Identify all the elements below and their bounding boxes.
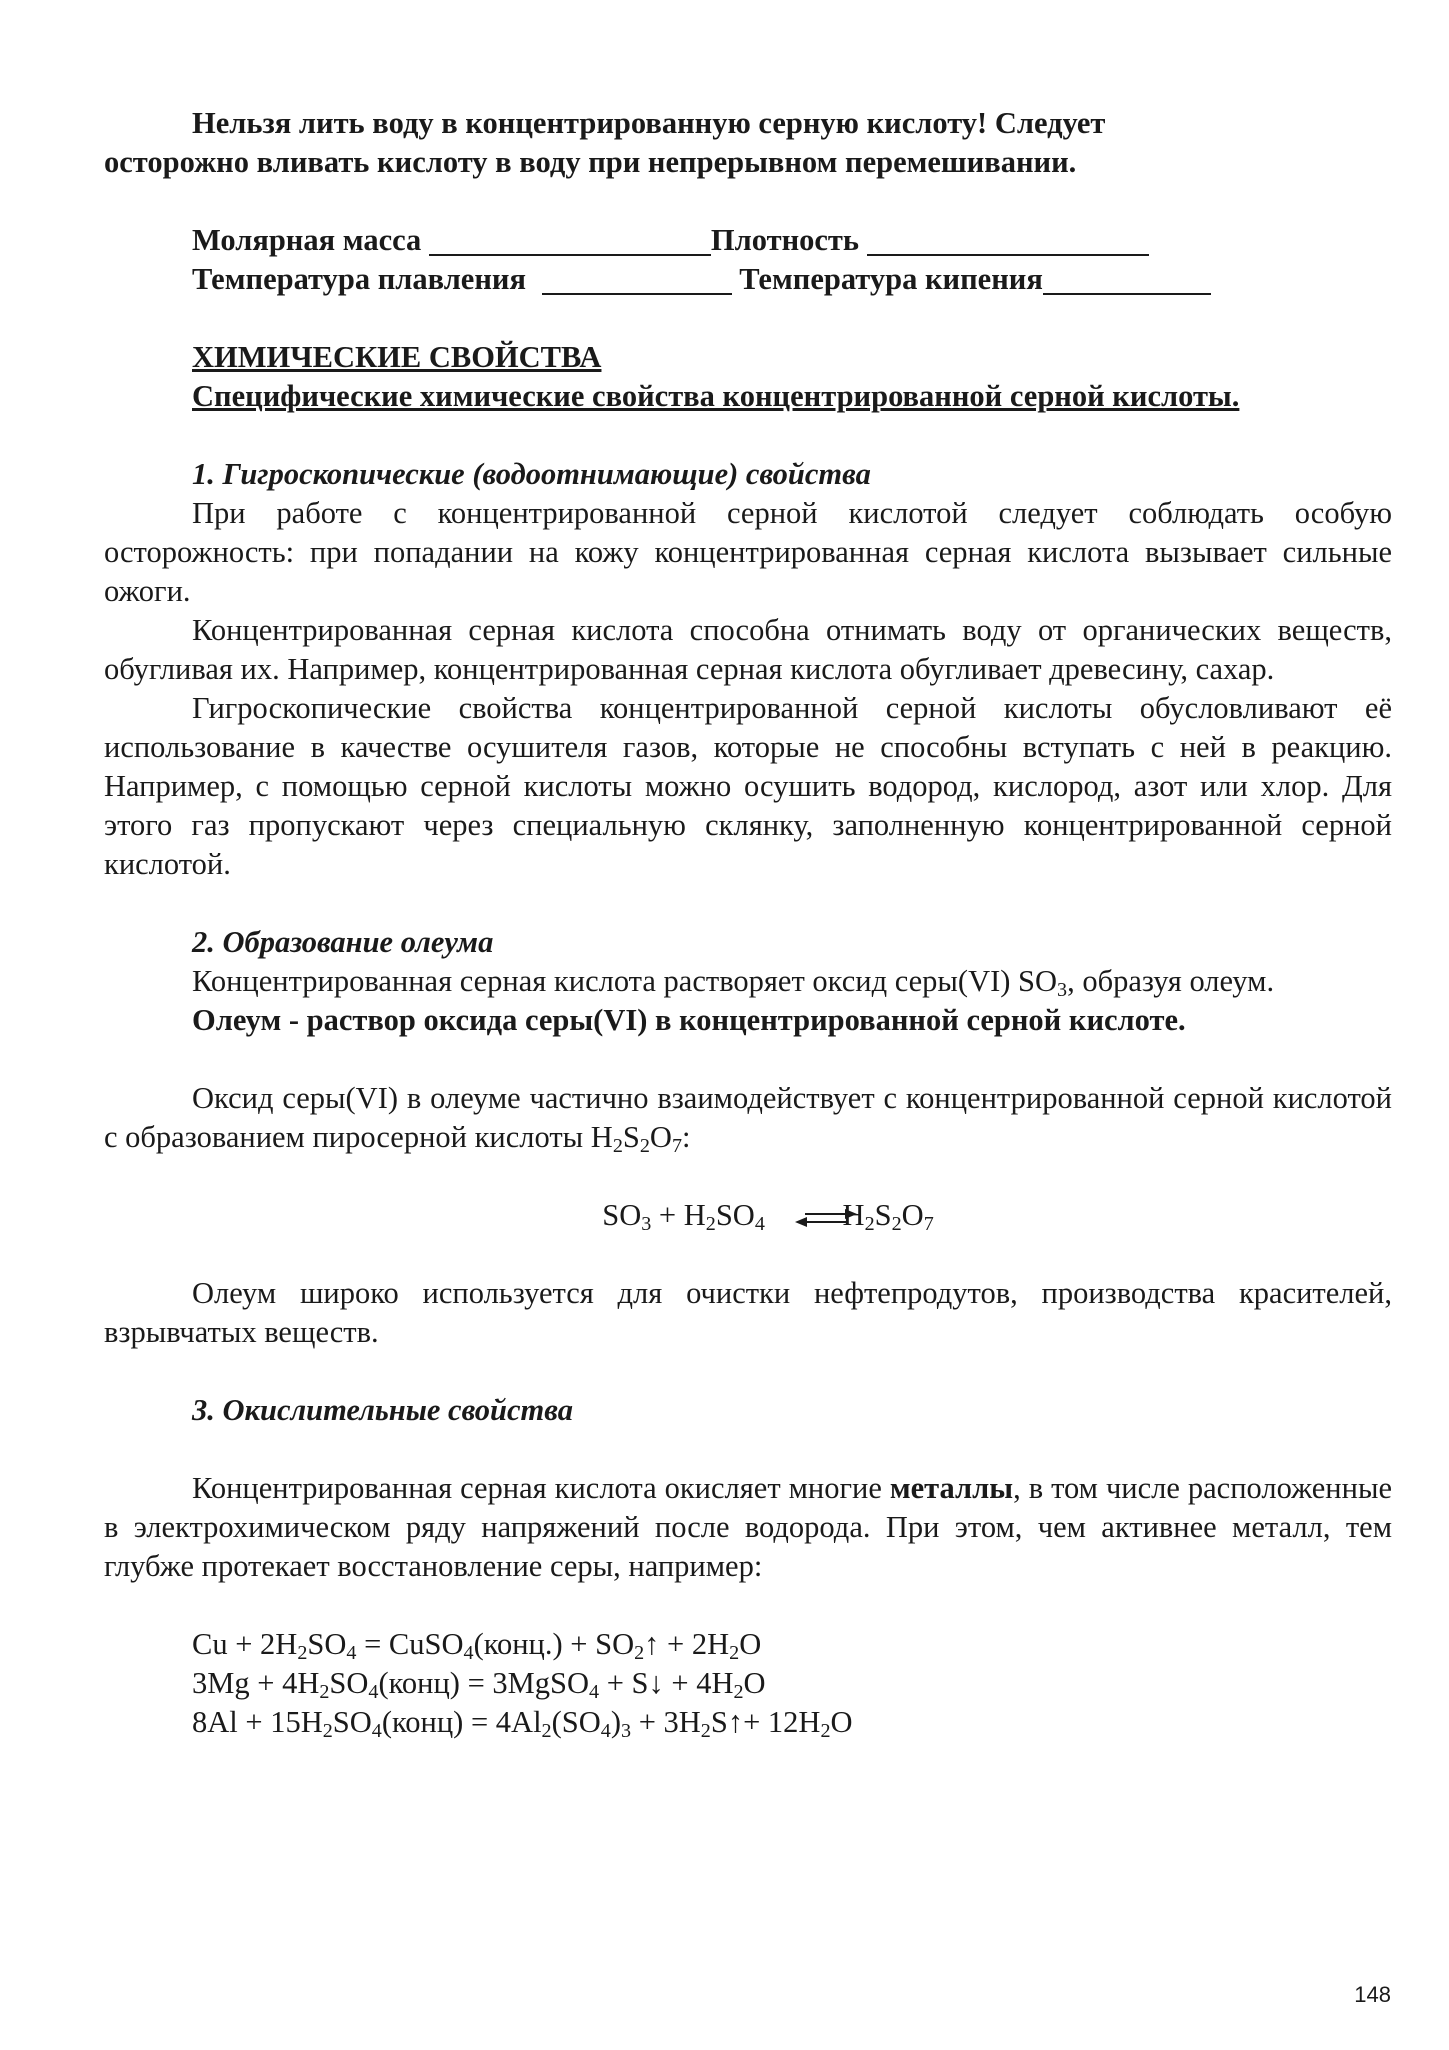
reaction-copper: $Cu + 2H_2SO_4$ = CuSO$_4$(конц.) + $SO_2↑ + 2H_2O$ xyxy=(192,1627,762,1665)
spacer xyxy=(104,299,1392,338)
boiling-point-blank xyxy=(1043,263,1211,295)
spacer xyxy=(104,1157,1392,1196)
spacer xyxy=(104,884,1392,923)
oleum-heading: 2. Образование олеума xyxy=(192,925,494,959)
hygro-paragraph-1: При работе с концентрированной серной кислотой следует соблюдать особую осторожность: при попадании на кожу концентрированная серная кислота вызывает сильные ожоги. xyxy=(104,496,1392,608)
hygro-paragraph-3: Гигроскопические свойства концентрированной серной кислоты обусловливают её использование в качестве осушителя газов, которые не способны вступать с ней в реакцию. Например, с помощью серной кислоты можно осушить водород, кислород, азот или хлор. Для этого газ пропускают через специальную склянку, заполненную концентрированной серной кислотой. xyxy=(104,691,1392,881)
density-label: Плотность xyxy=(710,223,860,257)
oxid-paragraph-1: Концентрированная серная кислота окисляет многие металлы, в том числе расположенные в электрохимическом ряду напряжений после водорода. При этом, чем активнее металл, тем глубже протекает восстановление серы, например: xyxy=(104,1471,1392,1583)
melting-point-label: Температура плавления xyxy=(192,262,526,296)
section-title: ХИМИЧЕСКИЕ СВОЙСТВА xyxy=(192,340,602,374)
oleum-paragraph-3: Олеум широко используется для очистки нефтепродутов, производства красителей, взрывчатых веществ. xyxy=(104,1276,1392,1349)
reaction-magnesium: $3Mg + 4H_2SO_4(конц)$ = 3MgSO$_4$ + S↓ + $4H_2O$ xyxy=(192,1666,766,1704)
spacer xyxy=(104,1235,1392,1274)
warning-text xyxy=(104,104,1392,143)
spacer xyxy=(104,1430,1392,1469)
spacer xyxy=(104,416,1392,455)
molar-mass-label: Молярная масса xyxy=(192,223,422,257)
molar-mass-blank xyxy=(429,224,711,256)
boiling-point-label: Температура кипения xyxy=(739,262,1043,296)
properties-row-2 xyxy=(104,260,1392,299)
melting-point-blank xyxy=(542,263,732,295)
reaction-list xyxy=(104,1625,1392,1742)
oleum-paragraph-2: Оксид серы(VI) в олеуме частично взаимодействует с концентрированной серной кислотой с образованием пиросерной кислоты $H_2S_2O_7$: xyxy=(104,1081,1392,1158)
oleum-definition: Олеум - раствор оксида серы(VI) в концентрированной серной кислоте. xyxy=(192,1003,1186,1037)
properties-row-1 xyxy=(104,221,1392,260)
spacer xyxy=(104,1352,1392,1391)
page-number: 148 xyxy=(1354,1982,1391,2007)
section-subtitle: Специфические химические свойства концентрированной серной кислоты. xyxy=(192,379,1240,413)
oleum-paragraph-1: Концентрированная серная кислота растворяет оксид серы(VI) $SO_3$, образуя олеум. xyxy=(192,964,1275,1002)
oleum-equation: $SO_3 + H_2SO_4$ $H_2S_2O_7$ xyxy=(602,1198,934,1236)
spacer xyxy=(104,1040,1392,1079)
warning-line-2: осторожно вливать кислоту в воду при непрерывном перемешивании. xyxy=(104,145,1077,179)
page-content xyxy=(104,104,1392,1742)
oxid-heading: 3. Окислительные свойства xyxy=(192,1393,573,1427)
warning-line-1: Нельзя лить воду в концентрированную серную кислоту! Следует xyxy=(192,106,1106,140)
spacer xyxy=(104,182,1392,221)
hygro-heading: 1. Гигроскопические (водоотнимающие) свойства xyxy=(192,457,871,491)
spacer xyxy=(104,1586,1392,1625)
density-blank xyxy=(867,224,1149,256)
reaction-aluminium: $8Al + 15H_2SO_4(конц) = 4Al_2(SO_4)_3$ + $3H_2S↑+ 12H_2O$ xyxy=(192,1705,853,1743)
hygro-paragraph-2: Концентрированная серная кислота способна отнимать воду от органических веществ, обугливая их. Например, концентрированная серная кислота обугливает древесину, сахар. xyxy=(104,613,1392,686)
